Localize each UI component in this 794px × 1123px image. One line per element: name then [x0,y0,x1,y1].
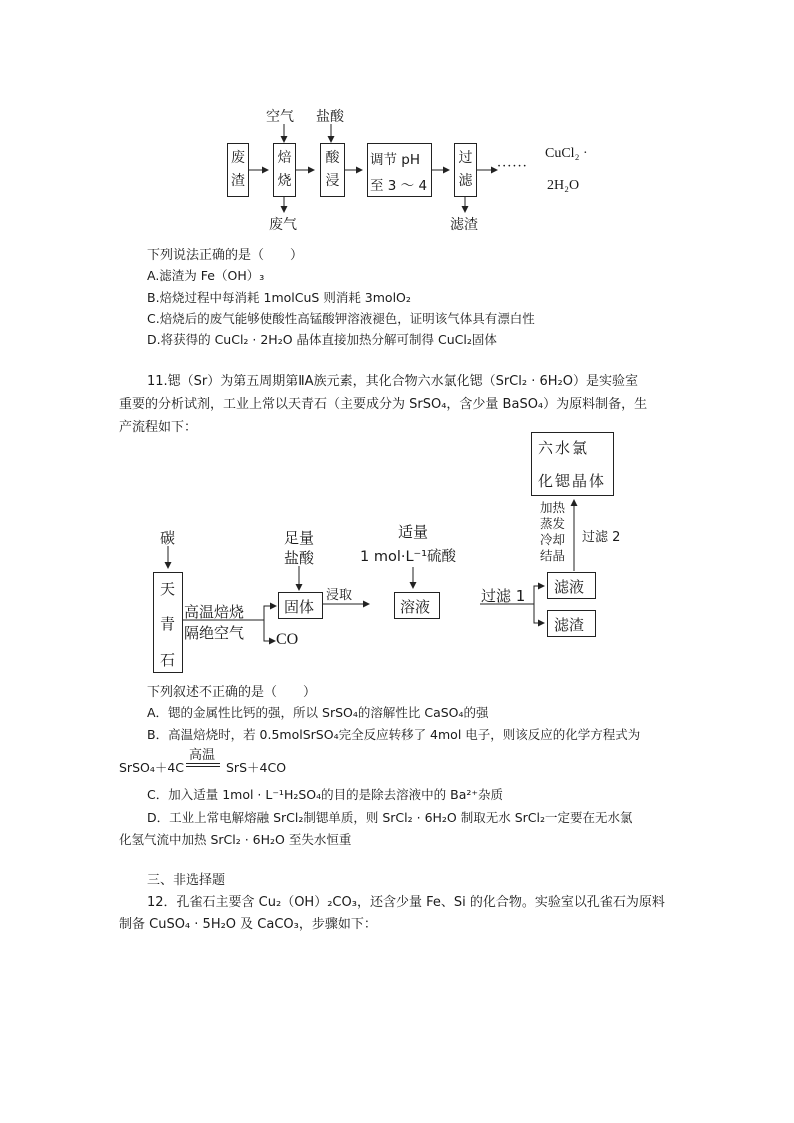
q11-option-d-line1: D．工业上常电解熔融 SrCl₂制锶单质，则 SrCl₂ · 6H₂O 制取无水 SrCl₂一定要在无水氯 [147,810,633,825]
celestine-char2: 青 [160,615,176,633]
label-appropriate: 适量 [398,523,429,541]
label-hydrochloric: 盐酸 [284,549,315,567]
box-waste-slag [227,143,249,197]
box-filter-label: 过滤 [458,150,473,189]
arrow-to-solid [258,606,276,620]
box-solution [394,592,440,619]
arrow-to-residue [528,604,544,623]
box-filter [454,143,477,197]
product-cucl2-line2: 2H₂O [547,178,580,193]
box-celestine [153,572,183,673]
label-filter2: 过滤 2 [582,530,621,545]
product-cucl2-line1: CuCl₂ · [545,146,588,161]
q10-option-a: A.滤渣为 Fe（OH）₃ [147,268,265,283]
q11-eq-condition: 高温 [189,748,216,763]
step-crystallize: 结晶 [540,548,566,563]
label-exhaust-gas: 废气 [269,217,297,233]
box-roast [273,143,296,197]
box-residue [547,610,596,637]
section-heading: 三、非选择题 [147,873,226,888]
celestine-char3: 石 [160,651,176,669]
box-solid [278,592,323,619]
q11-option-c: C．加入适量 1mol · L⁻¹H₂SO₄的目的是除去溶液中的 Ba²⁺杂质 [147,787,503,802]
q11-eq-line-lower [186,766,220,767]
box-srcl2-crystal [531,432,614,496]
q10-option-d: D.将获得的 CuCl₂ · 2H₂O 晶体直接加热分解可制得 CuCl₂固体 [147,332,497,347]
label-isolate-air: 隔绝空气 [184,624,245,642]
label-co: CO [276,631,299,648]
q12-line2: 制备 CuSO₄ · 5H₂O 及 CaCO₃，步骤如下： [119,917,377,932]
box-acid-leach [320,143,345,197]
label-sufficient: 足量 [284,529,315,547]
q10-option-c: C.焙烧后的废气能够使酸性高锰酸钾溶液褪色，证明该气体具有漂白性 [147,311,535,326]
label-filter-residue: 滤渣 [450,217,478,233]
box-roast-label: 焙烧 [277,150,292,189]
box-residue-label: 滤渣 [554,616,585,634]
q11-eq-line-upper [186,763,220,764]
q11-intro-line1: 11.锶（Sr）为第五周期第ⅡA族元素，其化合物六水氯化锶（SrCl₂ · 6H₂O）是实验室 [147,374,638,389]
product-line2: 化锶晶体 [538,472,607,490]
q11-option-a: A．锶的金属性比钙的强，所以 SrSO₄的溶解性比 CaSO₄的强 [147,705,489,720]
q11-option-b-line1: B．高温焙烧时，若 0.5molSrSO₄完全反应转移了 4mol 电子，则该反应的化学方程式为 [147,727,641,742]
product-line1: 六水氯 [538,439,590,457]
dotted-continuation: ······ [497,159,528,174]
step-cool: 冷却 [540,532,566,547]
process-steps [540,500,570,564]
q11-stem: 下列叙述不正确的是（ ） [147,685,317,700]
label-carbon: 碳 [160,529,176,547]
q11-intro-line2: 重要的分析试剂，工业上常以天青石（主要成分为 SrSO₄，含少量 BaSO₄）为原料制备，生 [119,397,648,412]
box-filtrate [547,572,596,599]
q10-option-b: B.焙烧过程中每消耗 1molCuS 则消耗 3molO₂ [147,290,411,305]
box-solid-label: 固体 [284,598,315,616]
celestine-char1: 天 [160,580,176,598]
label-h2so4-conc: 1 mol·L⁻¹硫酸 [360,549,457,565]
step-evaporate: 蒸发 [540,516,566,531]
box-waste-slag-label: 废渣 [231,150,245,189]
q11-intro-line3: 产流程如下： [119,420,198,435]
q12-line1: 12．孔雀石主要含 Cu₂（OH）₂CO₃，还含少量 Fe、Si 的化合物。实验室以孔雀石为原料 [147,895,665,910]
box-filtrate-label: 滤液 [554,578,585,596]
arrow-to-co [258,620,275,641]
step-heat: 加热 [540,500,566,515]
label-roast-high-temp: 高温焙烧 [184,603,245,621]
box-adjust-ph [367,143,432,197]
box-solution-label: 溶液 [400,598,431,616]
adjust-ph-line1: 调节 pH [370,152,421,168]
arrow-to-filtrate [528,586,544,604]
q11-eq-right: SrS＋4CO [226,760,287,775]
q11-option-d-line2: 化氢气流中加热 SrCl₂ · 6H₂O 至失水恒重 [119,832,352,847]
q11-eq-left: SrSO₄＋4C [119,760,185,775]
label-hcl: 盐酸 [316,109,344,125]
box-acid-leach-label: 酸浸 [325,150,340,189]
label-air: 空气 [266,109,294,125]
q10-stem: 下列说法正确的是（ ） [147,248,304,263]
label-filter1: 过滤 1 [481,587,526,605]
adjust-ph-line2: 至 3 ～ 4 [370,178,428,194]
label-leach: 浸取 [326,588,353,603]
